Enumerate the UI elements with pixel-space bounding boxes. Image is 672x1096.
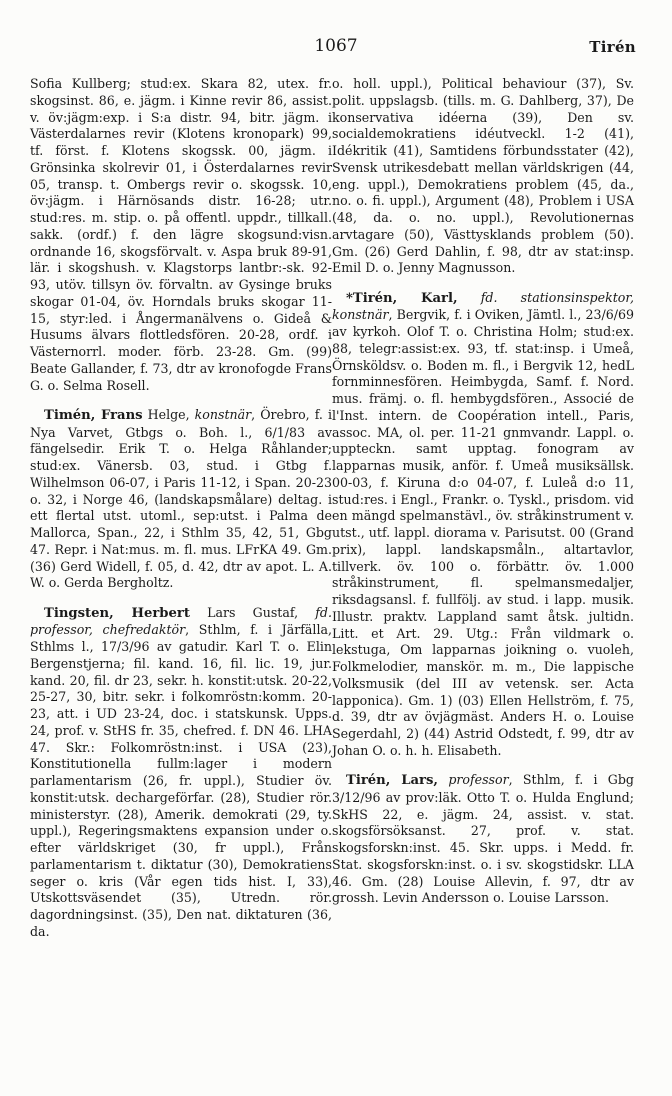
entry-body: , Sthlm, f. i Järfälla, Sthlms l., 17/3/96 av gatudir. Karl T. o. Elin Bergenstjerna; fil. kand. 16, fil. lic. 19, jur. kand. 20, fil. dr 23, sekr. h. konstit:utsk. 20-22, 25-27, 30, bitr. sekr. i folkomröstn:komm. 20-23, att. i UD 23-24, doc. i statskunsk. Upps. 24, prof. v. StHS fr. 35, chefred. f. DN 46. LHA 47. Skr.: Folkomröstn:inst. i USA (23), Konstitutionella fullm:lager i modern parlamentarism (26, fr. uppl.), Studier öv. konstit:utsk. dechargeförfar. (28), Studier rör. ministerstyr. (28), Amerik. demokrati (29, ty. uppl.), Regeringsmaktens expansion under o. efter världskriget (30, fr uppl.), Från parlamentarism t. diktatur (30), Demokratiens seger o. kris (Vår egen tids hist. I, 33), Utskottsväsendet (35), Utredn. rör. dagordningsinst. (35), Den nat. diktaturen (36, da. [30,622,332,939]
page-number: 1067 [314,36,358,56]
entry-body: , Bergvik, f. i Oviken, Jämtl. l., 23/6/69 av kyrkoh. Olof T. o. Christina Holm; stud:ex. 88, telegr:assist:ex. 93, tf. stat:insp. i Umeå, Örnsköldsv. o. Boden m. fl., i Bergvik 12, hedL fornminnesfören. Heimbygda, Samf. f. Nord. mus. främj. o. fl. hembygdsfören., Associé de l'Inst. intern. de Coopération intell., Paris, assoc. MA, ol. per. 11-21 gnmvandr. Lappl. o. uppteckn. samt upptag. fonogram av lapparnas musik, anför. f. Umeå musiksällsk. 00-03, f. Kiruna d:o 04-07, f. Luleå d:o 11, stud:res. i Engl., Frankr. o. Tyskl., prisdom. vid en mängd spelmanstävl., öv. stråkinstrument v. utst., utf. lappl. diorama v. Parisutst. 00 (Grand prix), lappl. landskapsmåln., altartavlor, tillverk. öv. 100 o. förbättr. öv. 1.000 stråkinstrument, fl. spelmansmedaljer, riksdagsansl. f. fullfölj. av stud. i lapp. musik. Illustr. praktv. Lappland samt åtsk. jultidn. Litt. et Art. 29. Utg.: Från vildmark o. lekstuga, Om lapparnas joikning o. vuoleh, Folkmelodier, manskör. m. m., Die lappische Volksmusik (del III av vetensk. ser. Acta lapponica). Gm. 1) (03) Ellen Hellström, f. 75, d. 39, dtr av övjägmäst. Anders H. o. Louise Segerdahl, 2) (44) Astrid Odstedt, f. 99, dtr av Johan O. o. h. h. Elisabeth. [332,307,634,758]
left-column [30,76,332,953]
running-head: Tirén [589,38,636,56]
biography-entry [30,605,332,941]
entry-given-names [458,290,481,305]
entry-name: Tirén, Lars, [346,773,439,789]
continuation-text: o. holl. uppl.), Political behaviour (37), Sv. polit. uppslagsb. (tills. m. G. Dahlberg, 37), De konservativa idéerna (39), Den sv. socialdemokratiens idéutveckl. 1-2 (41), Idékritik (41), Samtidens förbundsstater (42), Svensk utrikesdebatt mellan världskrigen (44, eng. uppl.), Demokratiens problem (45, da., no. o. fi. uppl.), Argument (48), Problem i USA (48, da. o. no. uppl.), Revolutionernas arvtagare (50), Västtysklands problem (50). Gm. (26) Gerd Dahlin, f. 98, dtr av stat:insp. Emil D. o. Jenny Magnusson. [332,76,634,276]
entry-name: Timén, Frans [44,407,143,423]
entry-name: Tingsten, Herbert [44,605,190,621]
entry-body: , Örebro, f. i Nya Varvet, Gtbgs o. Boh. l., 6/1/83 av fängelsedir. Erik T. o. Helga Råhlander; stud:ex. Vänersb. 03, stud. i Gtbg f. Wilhelmson 06-07, i Paris 11-12, i Span. 20-23 o. 32, i Norge 46, (landskapsmålare) deltag. i ett flertal utst. utoml., sep:utst. i Palma de Mallorca, Span., 22, i Sthlm 35, 42, 51, Gbg 47. Repr. i Nat:mus. m. fl. mus. LFrKA 49. Gm. (36) Gerd Widell, f. 05, d. 42, dtr av apot. L. A. W. o. Gerda Bergholtz. [30,406,332,591]
entry-name: *Tirén, Karl, [346,290,458,306]
biography-entry [332,290,634,760]
entry-given-names: Helge, [142,406,195,422]
right-column [332,76,634,920]
entry-given-names: Lars Gustaf, [189,604,316,620]
entry-title: fd. professor, chefredaktör [30,604,332,638]
entry-title: fd. stationsinspektor, konstnär [332,289,634,323]
entry-given-names [438,772,448,787]
entry-body: , Sthlm, f. i Gbg 3/12/96 av prov:läk. Otto T. o. Hulda Englund; SkHS 22, e. jägm. 24, assist. v. stat. skogsförsöksanst. 27, prof. v. stat. skogsforskn:inst. 45. Skr. upps. i Medd. fr. Stat. skogsforskn:inst. o. i sv. skogstidskr. LLA 46. Gm. (28) Louise Allevin, f. 97, dtr av grossh. Levin Andersson o. Louise Larsson. [332,772,634,906]
biography-entry [30,407,332,592]
entry-title: konstnär [194,406,252,422]
entry-title: professor [448,772,509,788]
biography-entry [332,772,634,907]
continuation-text: Sofia Kullberg; stud:ex. Skara 82, utex. fr. skogsinst. 86, e. jägm. i Kinne revir 86, assist. v. öv:jägm:exp. i S:a distr. 94, bitr. jägm. i Västerdalarnes revir (Klotens kronopark) 99, tf. först. f. Klotens skogssk. 00, jägm. i Grönsinka skolrevir 01, i Österdalarnes revir 05, transp. t. Ombergs revir o. skogssk. 10, öv:jägm. i Härnösands distr. 16-28; utr. stud:res. m. stip. o. på offentl. uppdr., tillkall. sakk. (ordf.) f. den lägre skogsund:visn. ordnande 16, skogsförvalt. v. Aspa bruk 89-91, lär. i skogshush. v. Klagstorps lantbr:-sk. 92-93, utöv. tillsyn öv. förvaltn. av Gysinge bruks skogar 01-04, öv. Horndals bruks skogar 11-15, styr:led. i Ångermanälvens o. Gideå & Husums älvars flottledsfören. 20-28, ordf. i Västernorrl. moder. förb. 23-28. Gm. (99) Beate Gallander, f. 73, dtr av kronofogde Frans G. o. Selma Rosell. [30,76,332,393]
page-header [0,36,672,66]
